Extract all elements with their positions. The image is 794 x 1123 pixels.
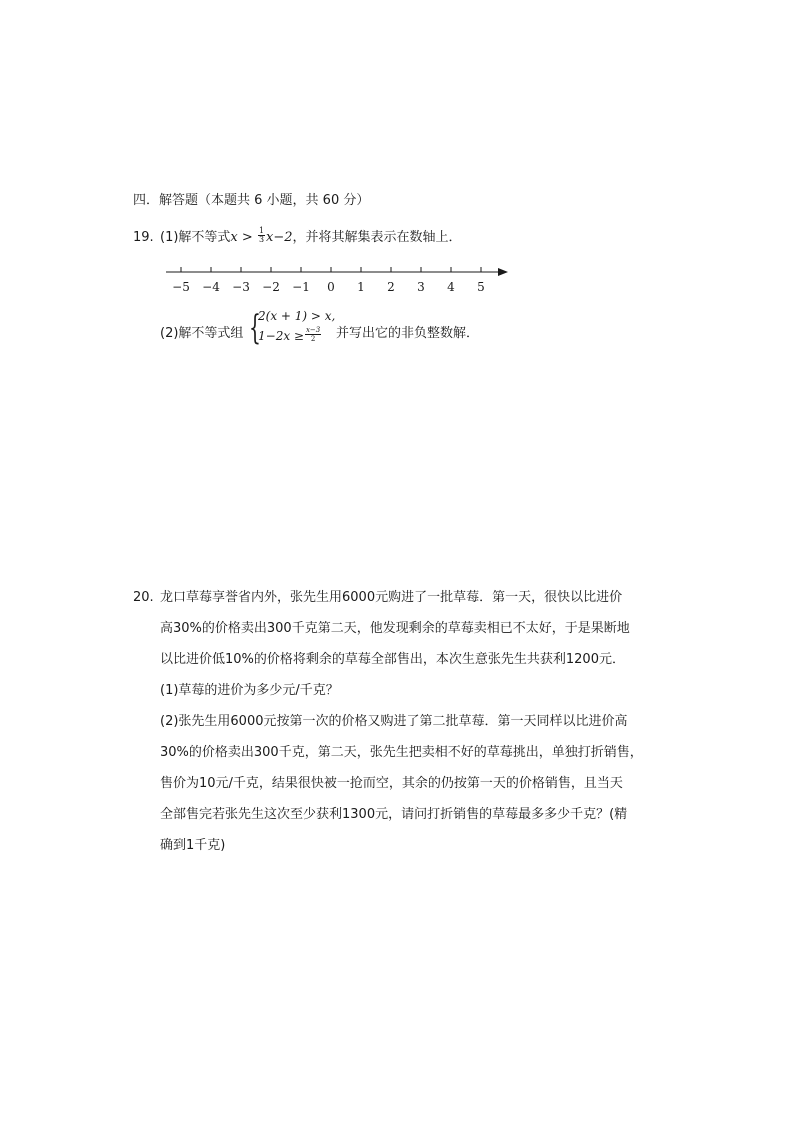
q20-line: 龙口草莓享誉省内外，张先生用6000元购进了一批草莓．第一天，很快以比进价 xyxy=(160,590,623,605)
number-line-tick-label: −1 xyxy=(292,280,310,294)
number-line-tick-label: 0 xyxy=(327,280,335,294)
q19-part2-suffix: 并写出它的非负整数解． xyxy=(336,326,480,341)
q19-part1-ineq-rhs: x−2 xyxy=(266,230,293,245)
q19-part1-suffix: ，并将其解集表示在数轴上． xyxy=(292,230,462,245)
system-line-2-lhs: 1−2x ≥ xyxy=(258,329,304,343)
number-line-tick-label: 3 xyxy=(417,280,425,294)
number-line xyxy=(160,260,520,300)
number-line-tick-label: −4 xyxy=(202,280,220,294)
q19-part1-ineq-lhs: x xyxy=(230,230,238,245)
number-line-tick-label: −3 xyxy=(232,280,250,294)
q19-part1-fraction xyxy=(258,227,265,244)
q19-part1-frac-den: 3 xyxy=(258,235,265,244)
q20-line: 高30%的价格卖出300千克第二天，他发现剩余的草莓卖相已不太好，于是果断地 xyxy=(160,621,630,636)
system-frac-num: x−3 xyxy=(305,326,321,334)
system-frac-den: 2 xyxy=(310,335,316,343)
q19-number: 19. xyxy=(133,230,154,245)
system-line-1 xyxy=(258,308,335,324)
number-line-ticks xyxy=(172,267,485,294)
number-line-tick-label: −5 xyxy=(172,280,190,294)
q19-part1 xyxy=(160,226,462,247)
system-line-2 xyxy=(258,328,322,345)
q20-subquestion-1: (1)草莓的进价为多少元/千克？ xyxy=(160,683,339,698)
number-line-arrow-icon xyxy=(498,268,508,276)
q20-line: 全部售完若张先生这次至少获利1300元，请问打折销售的草莓最多多少千克？(精 xyxy=(160,807,628,822)
q20-number: 20. xyxy=(133,590,154,605)
system-fraction xyxy=(305,326,321,343)
q20-line: 售价为10元/千克，结果很快被一抢而空，其余的仍按第一天的价格销售，且当天 xyxy=(160,776,623,791)
number-line-tick-label: 1 xyxy=(357,280,365,294)
q20-body xyxy=(160,582,670,861)
section-heading: 四．解答题（本题共 6 小题，共 60 分） xyxy=(133,193,370,208)
system-brace-icon: { xyxy=(249,308,261,348)
system-line-1-text: 2(x + 1) > x, xyxy=(258,309,336,323)
q19-part1-frac-num: 1 xyxy=(258,226,265,235)
number-line-tick-label: 2 xyxy=(387,280,395,294)
q20-subquestion-2: (2)张先生用6000元按第一次的价格又购进了第二批草莓．第一天同样以比进价高 xyxy=(160,714,628,729)
number-line-tick-label: −2 xyxy=(262,280,280,294)
number-line-tick-label: 4 xyxy=(447,280,455,294)
number-line-tick-label: 5 xyxy=(477,280,485,294)
q20-line: 以比进价低10%的价格将剩余的草莓全部售出，本次生意张先生共获利1200元． xyxy=(160,652,625,667)
q20-line: 30%的价格卖出300千克，第二天，张先生把卖相不好的草莓挑出，单独打折销售， xyxy=(160,745,643,760)
q19-part1-prefix: (1)解不等式 xyxy=(160,230,231,245)
q19-part2-prefix: (2)解不等式组 xyxy=(160,326,244,341)
q20-line: 确到1千克) xyxy=(160,838,226,853)
q19-part1-ineq-op: > xyxy=(237,230,257,245)
